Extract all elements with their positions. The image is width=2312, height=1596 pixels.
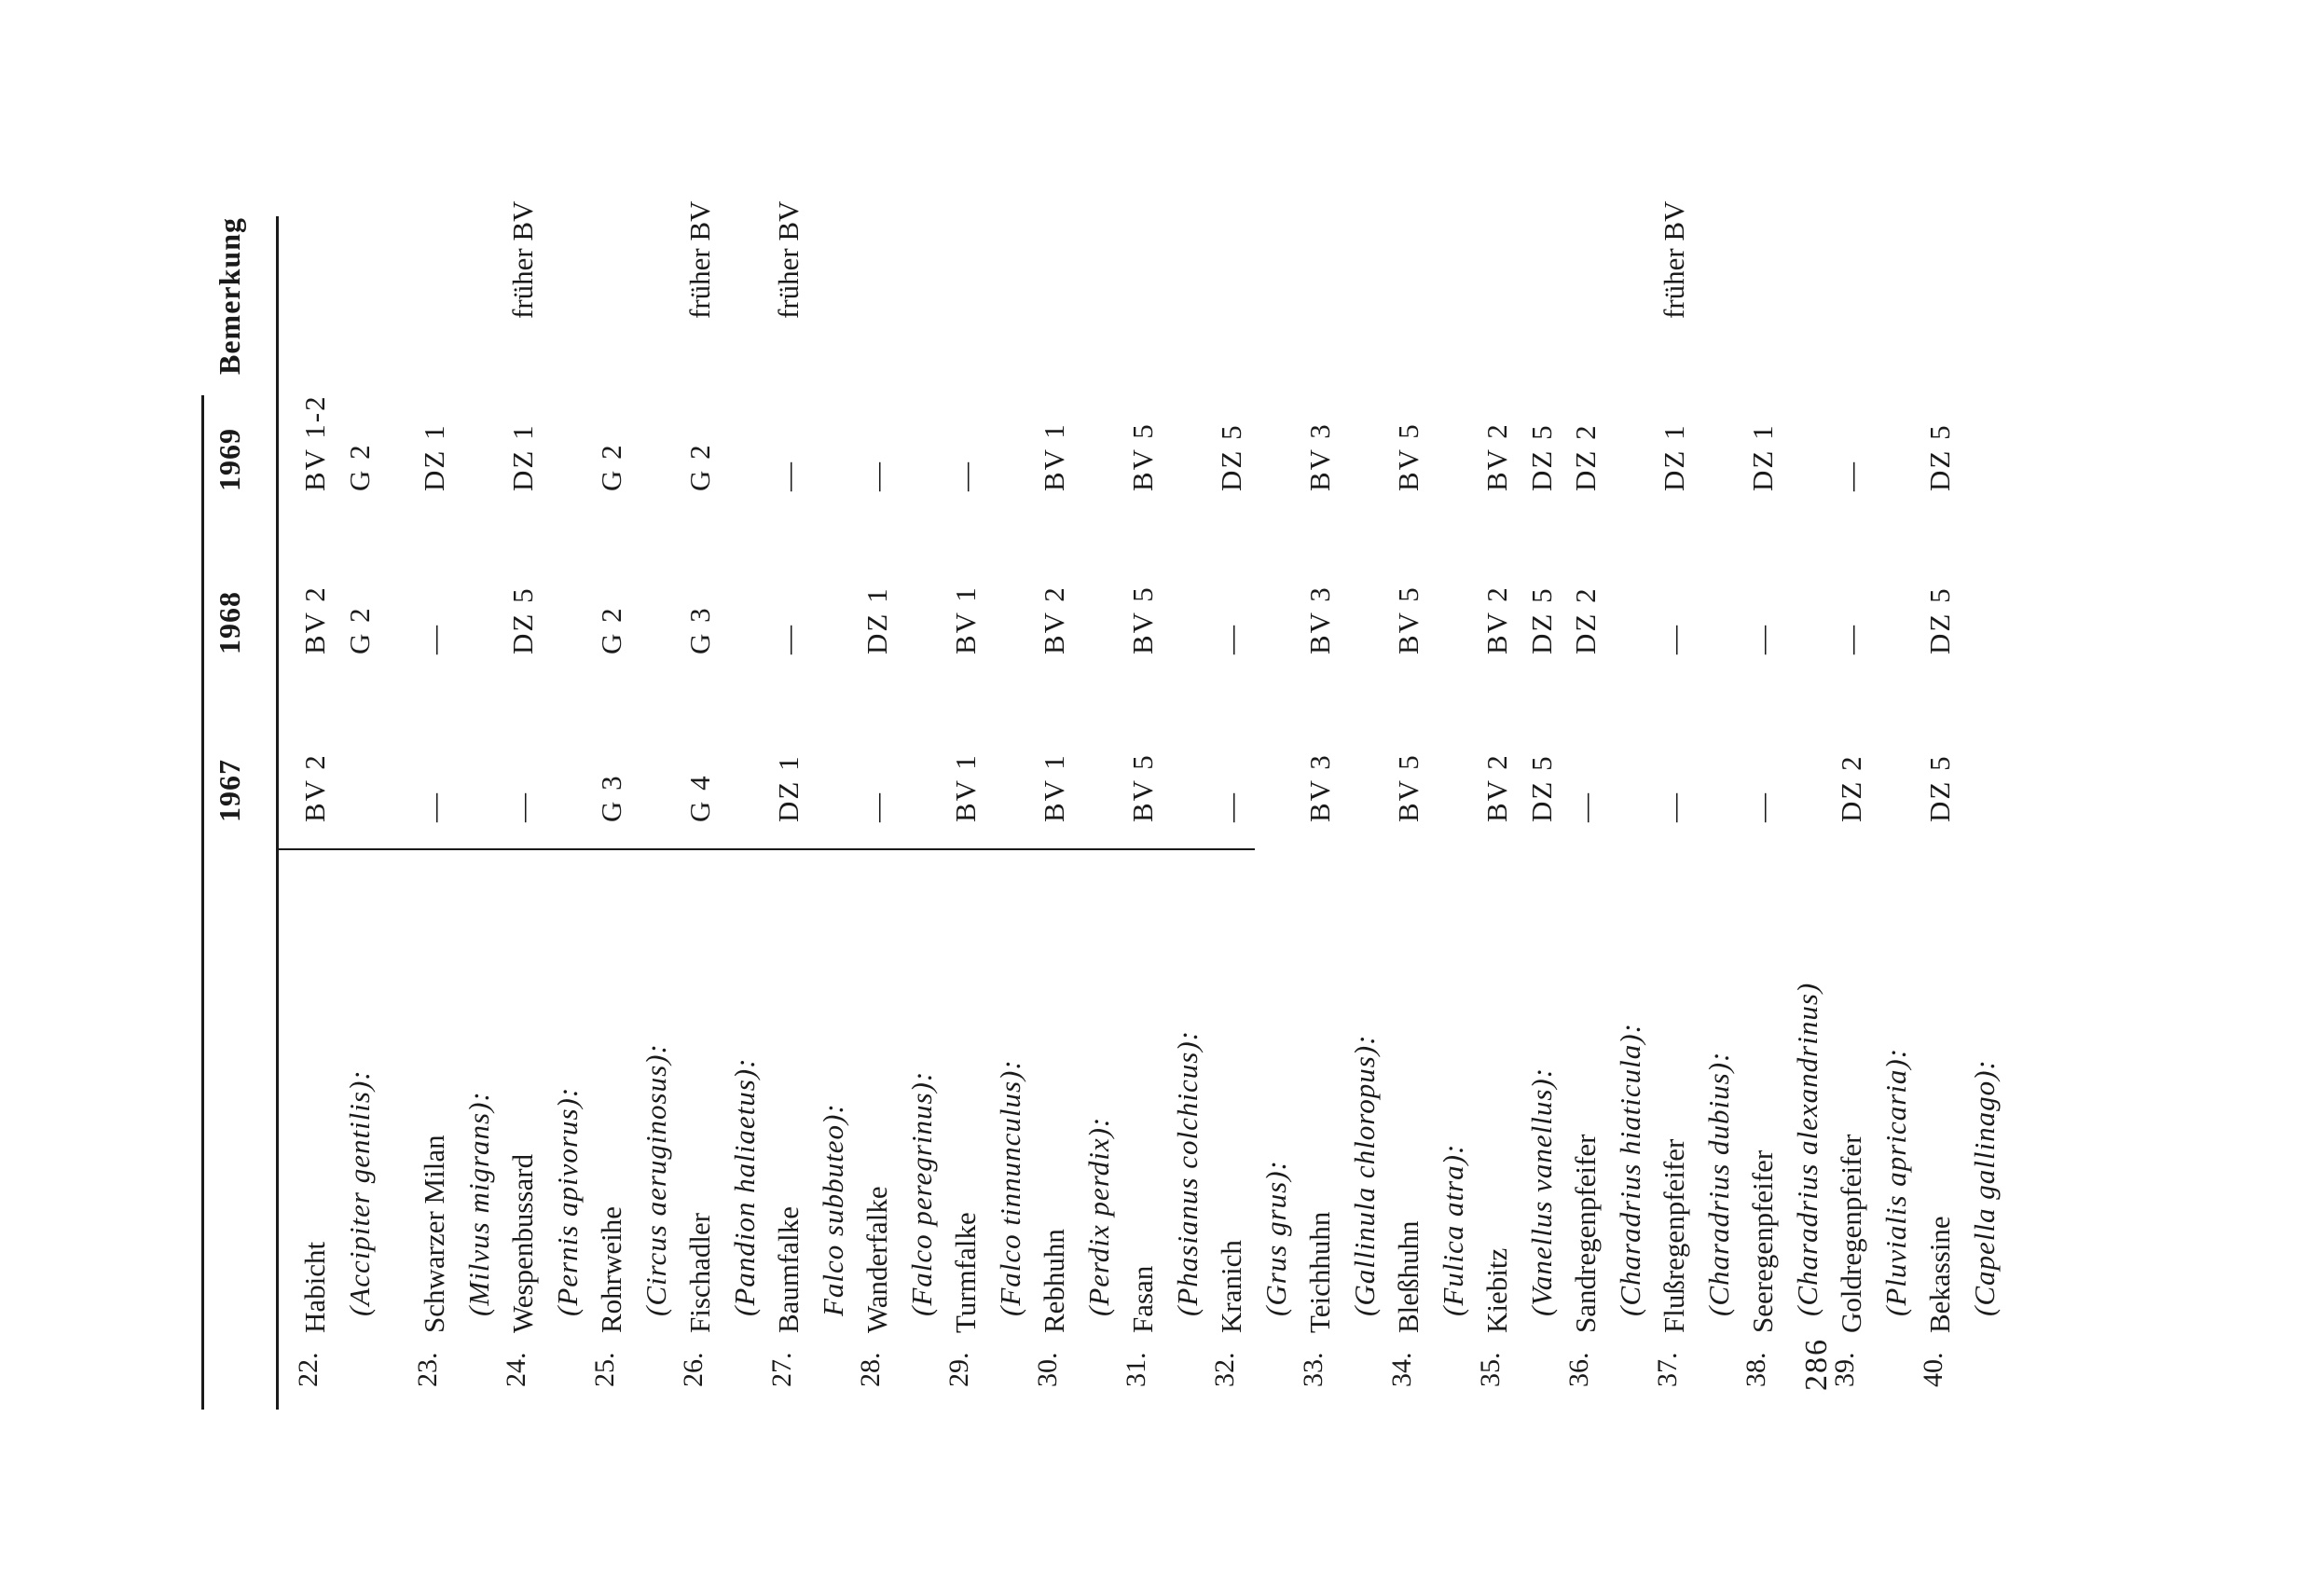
species-name [412, 1091, 502, 1333]
value-1968 [1741, 624, 1785, 654]
column-divider [276, 848, 1255, 850]
header-1968: 1968 [213, 591, 246, 654]
value-1969-line: G 2 [595, 443, 627, 491]
species-latin-name: (Perdix perdix): [1082, 1116, 1115, 1316]
value-1968-line: DZ 5 [1923, 586, 1956, 654]
species-name [678, 1058, 767, 1333]
row-number: 32. [1209, 1352, 1240, 1387]
row-number: 36. [1563, 1352, 1594, 1387]
species-common-name: Fischadler [683, 1212, 716, 1333]
species-latin-name: (Grus grus): [1259, 1160, 1292, 1316]
row-number: 27. [766, 1352, 797, 1387]
species-name [855, 1071, 944, 1333]
species-common-name: Bekassine [1923, 1216, 1956, 1333]
species-common-name: Sandregenpfeifer [1569, 1134, 1602, 1333]
value-1969-line: DZ 5 [1923, 423, 1956, 491]
value-1967-line: BV 2 [298, 753, 331, 822]
value-1968-line: DZ 5 [506, 586, 539, 654]
species-common-name: Rebhuhn [1038, 1229, 1070, 1333]
species-common-name: Wanderfalke [860, 1186, 893, 1333]
value-1968-line: DZ 5 [1525, 586, 1558, 654]
header-remark: Bemerkung [213, 217, 246, 375]
value-1968-line: BV 1 [949, 585, 982, 654]
row-number: 24. [501, 1352, 531, 1387]
species-latin-name: (Falco tinnunculus): [994, 1059, 1026, 1316]
row-number: 35. [1475, 1352, 1506, 1387]
value-1968 [1918, 586, 1962, 654]
species-name [1298, 1035, 1387, 1333]
value-1969-line: DZ 1 [1658, 423, 1690, 491]
value-1969 [943, 461, 988, 491]
header-1967: 1967 [213, 759, 246, 822]
value-1967 [1032, 753, 1077, 822]
species-name [1652, 1052, 1741, 1333]
value-1969 [1741, 423, 1785, 491]
value-1968-line: G 3 [683, 606, 716, 654]
row-number: 39. [1829, 1352, 1860, 1387]
value-1968 [1032, 585, 1077, 654]
value-1969 [1209, 423, 1254, 491]
value-1968 [766, 624, 811, 654]
species-name [1121, 1030, 1210, 1333]
value-1968 [1298, 585, 1342, 654]
species-latin-name: (Charadrius dubius): [1702, 1051, 1735, 1316]
value-1969-line: BV 1-2 [298, 394, 331, 491]
value-1968-line: — [1658, 624, 1690, 654]
value-1969-line: DZ 2 [1569, 423, 1602, 491]
remark-cell [1652, 200, 1697, 319]
value-1967-line: DZ 5 [1525, 754, 1558, 822]
value-1969 [1121, 422, 1165, 491]
value-1967 [1121, 753, 1165, 822]
species-name [1386, 1144, 1476, 1333]
value-1967-line: — [1215, 791, 1247, 822]
species-common-name: Teichhuhn [1303, 1211, 1336, 1333]
row-number: 37. [1652, 1352, 1683, 1387]
value-1968 [1209, 624, 1254, 654]
value-1967-line: DZ 1 [772, 754, 805, 822]
value-1967-line: — [506, 791, 539, 822]
species-latin-name: (Falco peregrinus): [905, 1070, 938, 1316]
value-1969-line: — [949, 461, 982, 491]
value-1968-line: — [418, 624, 450, 654]
header-rule [276, 216, 279, 1410]
value-1968-line: — [1835, 624, 1867, 654]
species-latin-name: (Pluvialis apricaria): [1879, 1047, 1912, 1316]
value-1967-line: BV 5 [1392, 753, 1424, 822]
value-1968-line: — [772, 624, 805, 654]
species-name [1032, 1117, 1122, 1333]
value-1968-line: DZ 2 [1569, 586, 1602, 654]
value-1967-line: BV 2 [1480, 753, 1513, 822]
value-1969 [1829, 461, 1874, 491]
row-number: 40. [1918, 1352, 1948, 1387]
row-number: 28. [855, 1352, 886, 1387]
value-1969-line: G 2 [343, 443, 376, 491]
value-1969-line: BV 2 [1480, 422, 1513, 491]
value-1967 [293, 753, 337, 822]
row-number: 29. [943, 1352, 974, 1387]
species-latin-name: (Capella gallinago): [1968, 1059, 2001, 1316]
species-name [1475, 1067, 1564, 1333]
value-1967-line: G 4 [683, 774, 716, 822]
species-common-name: Seeregenpfeifer [1746, 1149, 1779, 1333]
species-common-name: Kiebitz [1480, 1247, 1513, 1333]
value-1969 [855, 461, 900, 491]
species-common-name: Goldregenpfeifer [1835, 1134, 1867, 1333]
species-latin-name: (Milvus migrans): [462, 1091, 495, 1316]
value-1967-line: BV 1 [949, 753, 982, 822]
species-latin-name: Falco subbuteo): [817, 1103, 849, 1316]
species-latin-name: (Vanellus vanellus): [1525, 1066, 1558, 1316]
value-1967-line: BV 5 [1126, 753, 1159, 822]
value-1967-line: BV 3 [1303, 753, 1336, 822]
row-number: 30. [1032, 1352, 1063, 1387]
value-1968 [1563, 586, 1608, 654]
species-common-name: Wespenbussard [506, 1153, 539, 1333]
species-common-name: Fasan [1126, 1265, 1159, 1333]
species-common-name: Flußregenpfeifer [1658, 1138, 1690, 1333]
value-1967 [943, 753, 988, 822]
value-1967-line: — [1746, 791, 1779, 822]
species-name [766, 1103, 856, 1333]
value-1968 [589, 606, 634, 654]
value-1968-line: G 2 [595, 606, 627, 654]
value-1968 [678, 606, 722, 654]
value-1969-line: — [772, 461, 805, 491]
value-1968-line: BV 2 [1480, 585, 1513, 654]
species-name [1829, 1048, 1919, 1333]
value-1969 [1475, 422, 1564, 491]
value-1968-line: — [1215, 624, 1247, 654]
remark-cell-line: früher BV [772, 200, 805, 319]
value-1967 [1209, 791, 1254, 822]
value-1967-line: — [1569, 791, 1602, 822]
value-1968 [501, 586, 545, 654]
row-number: 23. [412, 1352, 443, 1387]
row-number: 25. [589, 1352, 620, 1387]
value-1969-line: DZ 5 [1525, 423, 1558, 491]
remark-cell-line: früher BV [506, 200, 539, 319]
species-common-name: Turmfalke [949, 1212, 982, 1333]
row-number: 33. [1298, 1352, 1328, 1387]
value-1969 [1563, 423, 1608, 491]
value-1969 [293, 394, 382, 491]
header-1969: 1969 [213, 428, 246, 491]
remark-cell [678, 200, 722, 319]
species-latin-name: (Charadrius hiaticula): [1614, 1023, 1646, 1316]
species-latin-name: (Pernis apivorus): [551, 1086, 584, 1316]
value-1968-line: BV 2 [298, 585, 331, 654]
species-name [1209, 1160, 1299, 1333]
value-1969-line: G 2 [683, 443, 716, 491]
value-1969 [1298, 422, 1342, 491]
value-1968 [943, 585, 988, 654]
value-1969-line: BV 1 [1038, 422, 1070, 491]
value-1967 [678, 774, 722, 822]
value-1969-line: BV 5 [1392, 422, 1424, 491]
value-1969 [589, 443, 634, 491]
value-1967-line: BV 1 [1038, 753, 1070, 822]
value-1969-line: — [1835, 461, 1867, 491]
value-1969 [1652, 423, 1697, 491]
value-1967 [589, 774, 634, 822]
value-1967-line: — [860, 791, 893, 822]
value-1968-line: BV 5 [1392, 585, 1424, 654]
remark-cell-line: früher BV [1658, 200, 1690, 319]
row-number: 34. [1386, 1352, 1417, 1387]
row-number: 31. [1121, 1352, 1151, 1387]
value-1969 [1032, 422, 1077, 491]
species-latin-name: (Charadrius alexandrinus) [1791, 982, 1823, 1316]
species-latin-name: (Accipiter gentilis): [343, 1069, 376, 1316]
value-1967-line: DZ 2 [1835, 754, 1867, 822]
value-1968-line: DZ 1 [860, 586, 893, 654]
value-1969 [766, 461, 811, 491]
species-common-name: Bleßhuhn [1392, 1220, 1424, 1333]
value-1967 [1652, 791, 1697, 822]
species-latin-name: (Gallinula chloropus): [1348, 1034, 1381, 1316]
row-number: 22. [293, 1352, 323, 1387]
value-1967 [412, 791, 457, 822]
species-name [293, 1069, 382, 1333]
value-1967-line: — [1658, 791, 1690, 822]
species-latin-name: (Fulica atra): [1437, 1143, 1469, 1316]
value-1967 [1298, 753, 1342, 822]
value-1968-line: BV 5 [1126, 585, 1159, 654]
value-1967-line: — [418, 791, 450, 822]
value-1969-line: DZ 5 [1215, 423, 1247, 491]
value-1967 [1475, 753, 1564, 822]
value-1969-line: — [860, 461, 893, 491]
value-1969 [501, 423, 545, 491]
value-1967 [1741, 791, 1785, 822]
remark-cell-line: früher BV [683, 200, 716, 319]
species-common-name: Rohrweihe [595, 1205, 627, 1333]
species-name [1563, 1023, 1653, 1333]
value-1968 [1652, 624, 1697, 654]
value-1968 [293, 585, 382, 654]
remark-cell [501, 200, 545, 319]
value-1969-line: DZ 1 [418, 423, 450, 491]
row-number: 26. [678, 1352, 709, 1387]
remark-cell [766, 200, 811, 319]
value-1968 [1829, 624, 1874, 654]
value-1969-line: BV 3 [1303, 422, 1336, 491]
value-1967-line: G 3 [595, 774, 627, 822]
table-top-rule [201, 395, 204, 1410]
value-1967 [766, 754, 811, 822]
value-1968-line: — [1746, 624, 1779, 654]
species-name [589, 1043, 679, 1333]
value-1968-line: BV 2 [1038, 585, 1070, 654]
value-1968 [1475, 585, 1564, 654]
row-number: 38. [1741, 1352, 1771, 1387]
species-common-name: Schwarzer Milan [418, 1135, 450, 1333]
value-1968 [855, 586, 900, 654]
value-1967 [1563, 791, 1608, 822]
value-1968-line: BV 3 [1303, 585, 1336, 654]
value-1969 [1386, 422, 1431, 491]
species-common-name: Habicht [298, 1241, 331, 1333]
value-1967-line: DZ 5 [1923, 754, 1956, 822]
value-1968 [1121, 585, 1165, 654]
value-1967 [855, 791, 900, 822]
value-1969 [678, 443, 722, 491]
value-1967 [501, 791, 545, 822]
value-1967 [1386, 753, 1431, 822]
value-1969 [412, 423, 457, 491]
value-1969-line: BV 5 [1126, 422, 1159, 491]
value-1969-line: DZ 1 [506, 423, 539, 491]
value-1967 [1829, 754, 1874, 822]
species-common-name: Baumfalke [772, 1205, 805, 1333]
value-1969 [1918, 423, 1962, 491]
value-1968 [1386, 585, 1431, 654]
value-1969-line: DZ 1 [1746, 423, 1779, 491]
species-name [1918, 1059, 2007, 1333]
species-common-name: Kranich [1215, 1240, 1247, 1333]
page-number: 286 [1799, 1338, 1834, 1391]
value-1967 [1918, 754, 1962, 822]
species-latin-name: (Pandion haliaetus): [728, 1057, 761, 1316]
value-1968 [412, 624, 457, 654]
value-1968-line: G 2 [343, 606, 376, 654]
species-name [943, 1059, 1033, 1333]
species-latin-name: (Phasianus colchicus): [1171, 1030, 1204, 1316]
species-name [1741, 983, 1830, 1333]
species-latin-name: (Circus aeruginosus): [640, 1043, 672, 1316]
species-name [501, 1087, 590, 1333]
